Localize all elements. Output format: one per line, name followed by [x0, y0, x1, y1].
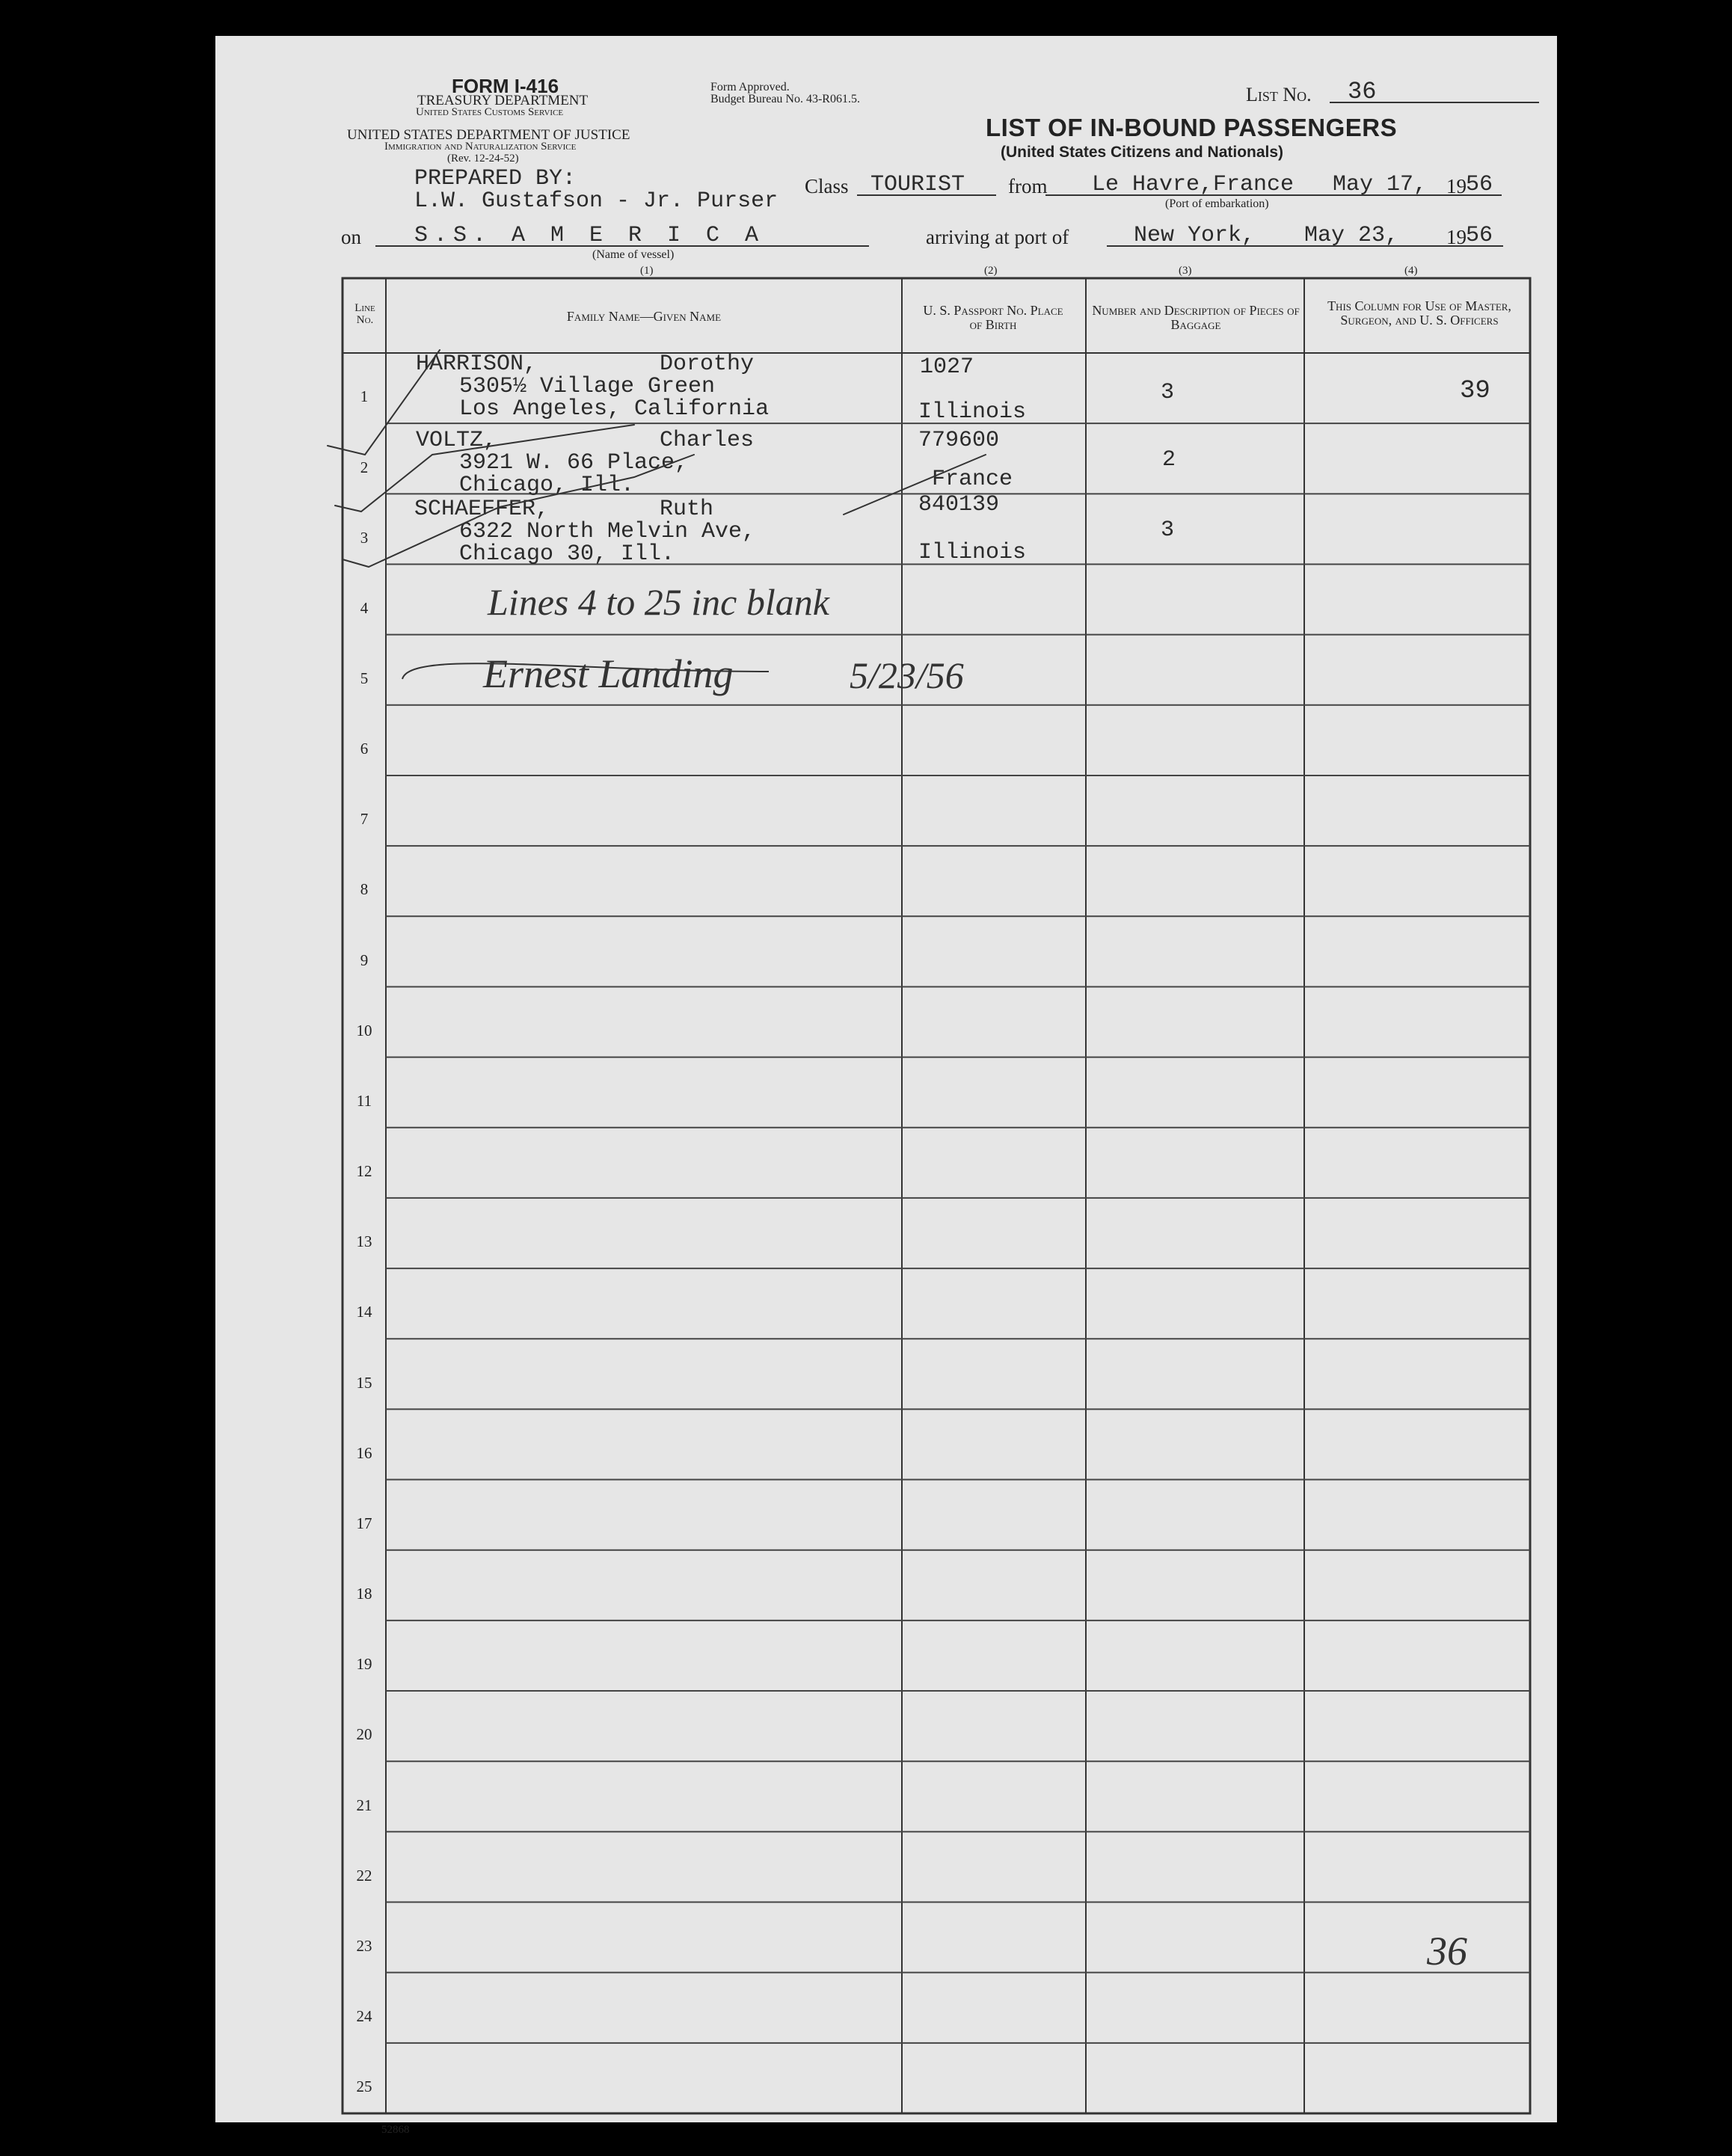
- arrival-date: May 23,: [1304, 223, 1399, 248]
- embark-port: Le Havre,France: [1092, 172, 1295, 197]
- justice-dept: UNITED STATES DEPARTMENT OF JUSTICE: [347, 127, 630, 143]
- col-num-1: (1): [640, 265, 654, 277]
- prepared-by-label: PREPARED BY:: [414, 166, 577, 191]
- passenger-1-given: Dorothy: [660, 351, 755, 377]
- passenger-2-address-1: 3921 W. 66 Place,: [459, 450, 689, 476]
- passenger-3-name: SCHAEFFER,: [414, 497, 550, 522]
- ins-service: Immigration and Naturalization Service: [384, 141, 577, 153]
- passenger-1-address-2: Los Angeles, California: [459, 396, 770, 422]
- line-number: 11: [356, 1091, 372, 1110]
- arriving-label: arriving at port of: [926, 226, 1069, 248]
- passenger-1-passport: 1027: [920, 354, 974, 380]
- class-value: TOURIST: [870, 172, 965, 197]
- form-approved: Form Approved.: [710, 81, 790, 93]
- passenger-2-passport: 779600: [918, 428, 1000, 453]
- passenger-3-address-2: Chicago 30, Ill.: [459, 541, 675, 567]
- line-number: 15: [356, 1373, 372, 1392]
- list-no-value: 36: [1348, 78, 1377, 105]
- line-number: 13: [356, 1232, 372, 1251]
- footer-code: 52868: [381, 2124, 410, 2136]
- handwritten-signature-date: 5/23/56: [850, 654, 964, 696]
- vessel-name: S.S. A M E R I C A: [414, 223, 765, 248]
- line-number: 12: [356, 1162, 372, 1181]
- passenger-1-name: HARRISON,: [416, 351, 538, 377]
- passenger-2-given: Charles: [660, 428, 755, 453]
- document-title: LIST OF IN-BOUND PASSENGERS: [986, 114, 1398, 141]
- passenger-1-officer-note: 39: [1460, 377, 1490, 405]
- line-number: 21: [356, 1796, 372, 1814]
- handwritten-page-number: 36: [1427, 1929, 1467, 1974]
- line-number: 19: [356, 1655, 372, 1674]
- passenger-3-address-1: 6322 North Melvin Ave,: [459, 519, 756, 544]
- col-num-4: (4): [1404, 265, 1418, 277]
- manifest-page: [215, 36, 1557, 2136]
- header-passport: U. S. Passport No. Place of Birth: [923, 303, 1063, 332]
- line-number: 25: [356, 2077, 372, 2096]
- arrival-year-prefix: 19: [1446, 226, 1467, 248]
- header-baggage: Number and Description of Pieces of Baggage: [1092, 303, 1300, 332]
- line-number: 5: [360, 669, 369, 688]
- line-number: 4: [360, 598, 369, 617]
- col-num-3: (3): [1179, 265, 1192, 277]
- col-num-2: (2): [984, 265, 998, 277]
- line-number: 1: [360, 387, 369, 406]
- passenger-1-baggage: 3: [1161, 380, 1175, 405]
- header-officers: This Column for Use of Master, Surgeon, and U. S. Officers: [1327, 298, 1511, 328]
- passenger-3-given: Ruth: [660, 497, 714, 522]
- handwritten-blank-note: Lines 4 to 25 inc blank: [488, 581, 829, 623]
- line-number: 2: [360, 458, 369, 476]
- line-number: 7: [360, 810, 369, 829]
- passenger-3-passport: 840139: [918, 492, 1000, 517]
- passenger-1-birthplace: Illinois: [918, 399, 1027, 425]
- passenger-1-address-1: 5305½ Village Green: [459, 374, 716, 399]
- header-line-no: Line No.: [354, 302, 375, 326]
- signature-bracket: [215, 36, 1557, 2122]
- line-number: 17: [356, 1514, 372, 1532]
- line-number: 6: [360, 740, 369, 758]
- line-number: 18: [356, 1585, 372, 1603]
- embark-date: May 17,: [1333, 172, 1428, 197]
- arrival-port: New York,: [1134, 223, 1256, 248]
- handwritten-signature: Ernest Landing: [483, 651, 734, 696]
- passenger-2-address-2: Chicago, Ill.: [459, 473, 635, 498]
- embark-year: 56: [1466, 172, 1493, 197]
- line-number: 14: [356, 1303, 372, 1321]
- document-subtitle: (United States Citizens and Nationals): [1001, 144, 1284, 161]
- passenger-2-name: VOLTZ,: [416, 428, 497, 453]
- from-label: from: [1008, 175, 1048, 197]
- line-number: 3: [360, 528, 369, 547]
- passenger-3-birthplace: Illinois: [918, 540, 1027, 565]
- arrival-year: 56: [1466, 223, 1493, 248]
- class-label: Class: [805, 175, 849, 197]
- line-number: 22: [356, 1866, 372, 1885]
- line-number: 16: [356, 1443, 372, 1462]
- on-label: on: [341, 226, 361, 248]
- port-embarkation-caption: (Port of embarkation): [1165, 197, 1269, 210]
- prepared-by-value: L.W. Gustafson - Jr. Purser: [414, 188, 779, 214]
- budget-bureau: Budget Bureau No. 43-R061.5.: [710, 93, 860, 105]
- passenger-3-baggage: 3: [1161, 517, 1175, 543]
- line-number: 24: [356, 2007, 372, 2026]
- vessel-caption: (Name of vessel): [592, 248, 675, 261]
- list-no-label: List No.: [1246, 84, 1312, 105]
- form-number: FORM I-416: [452, 75, 559, 97]
- form-revision: (Rev. 12-24-52): [447, 153, 519, 165]
- line-number: 8: [360, 880, 369, 899]
- treasury-dept: TREASURY DEPARTMENT: [417, 93, 589, 108]
- embark-year-prefix: 19: [1446, 175, 1467, 197]
- line-number: 23: [356, 1936, 372, 1955]
- line-number: 9: [360, 950, 369, 969]
- passenger-2-baggage: 2: [1162, 447, 1176, 473]
- line-number: 10: [356, 1021, 372, 1039]
- line-number: 20: [356, 1725, 372, 1744]
- header-family-name: Family Name—Given Name: [566, 309, 722, 324]
- customs-service: United States Customs Service: [416, 106, 564, 118]
- passenger-2-birthplace: France: [932, 467, 1013, 492]
